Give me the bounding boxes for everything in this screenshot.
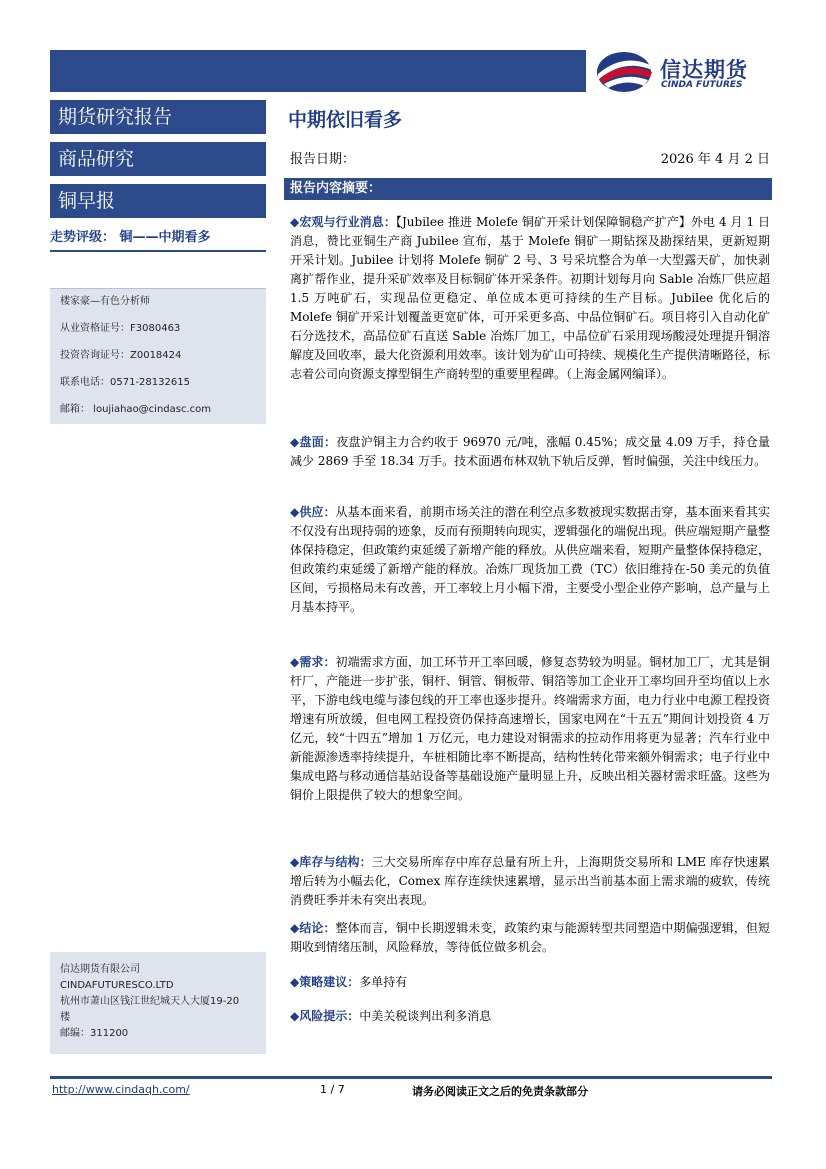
diamond-bullet-icon: ◆ — [290, 215, 300, 229]
brand-name-cn: 信达期货 — [660, 58, 748, 82]
analyst-name: 楼家豪—有色分析师 — [60, 296, 150, 307]
company-name-cn: 信达期货有限公司 — [60, 964, 140, 975]
para-inventory — [290, 853, 770, 910]
company-box — [50, 952, 266, 1054]
para-label: 风险提示： — [299, 1009, 360, 1023]
report-title: 中期依旧看多 — [288, 109, 403, 131]
para-text: 中美关税谈判出利多消息 — [359, 1009, 492, 1023]
cinda-globe-icon — [594, 48, 656, 96]
brand-name-en: CINDA FUTURES — [661, 80, 743, 90]
para-text: 整体而言，铜中长期逻辑未变，政策约束与能源转型共同塑造中期偏强逻辑，但短期收到情绪压制，风险释放，等待低位做多机会。 — [290, 921, 770, 954]
contact-phone: 联系电话：0571-28132615 — [60, 377, 190, 388]
consulting-number: 投资咨询证号：Z0018424 — [60, 350, 182, 361]
company-address-cont: 楼 — [60, 1012, 70, 1023]
tab-futures-research: 期货研究报告 — [50, 100, 266, 134]
report-date-label: 报告日期： — [290, 152, 356, 167]
para-label: 结论： — [299, 921, 336, 935]
header-bar — [50, 50, 586, 92]
para-label: 库存与结构： — [299, 855, 372, 869]
disclaimer-note: 请务必阅读正文之后的免责条款部分 — [412, 1085, 588, 1098]
para-strategy — [290, 973, 770, 992]
company-postcode: 邮编：311200 — [60, 1028, 129, 1039]
trend-rating: 走势评级： 铜——中期看多 — [50, 228, 266, 252]
report-date-value: 2026 年 4 月 2 日 — [660, 152, 770, 167]
diamond-bullet-icon: ◆ — [290, 505, 300, 519]
para-market — [290, 433, 770, 471]
para-text: 【Jubilee 推进 Molefe 铜矿开采计划保障铜稳产扩产】外电 4 月 1 日消息，赞比亚铜生产商 Jubilee 宣布，基于 Molefe 铜矿一期钻探及勘探结果，更新短期开采计划。Jubilee 计划将 Molefe 铜矿 2 号、3 号采坑整合为单一大型露天矿，加快剥离扩帮作业，提升采矿效率及目标铜矿体开采条件。初期计划每月向 Sable 冶炼厂供应超 1.5 万吨矿石，实现品位更稳定、单位成本更可持续的生产目标。Jubilee 优化后的 Molefe 铜矿开采计划覆盖更宽矿体，可开采更多高、中品位铜矿石。项目将引入自动化矿石分选技术，高品位矿石直送 Sable 冶炼厂加工，中品位矿石采用现场酸浸处理提升铜溶解度及回收率，最大化资源利用效率。该计划为矿山可持续、规模化生产提供清晰路径，标志着公司向资源支撑型铜生产商转型的重要里程碑。（上海金属网编译）。 — [290, 215, 771, 381]
para-text: 初端需求方面，加工环节开工率回暖，修复态势较为明显。铜材加工厂，尤其是铜杆厂，产能进一步扩张，铜杆、铜管、铜板带、铜箔等加工企业开工率均回升至均值以上水平，下游电线电缆与漆包线的开工率也逐步提升。终端需求方面，电力行业中电源工程投资增速有所放缓，但电网工程投资仍保持高速增长，国家电网在“十五五”期间计划投资 4 万亿元，较“十四五”增加 1 万亿元，电力建设对铜需求的拉动作用将更为显著；汽车行业中新能源渗透率持续提升，车桩相随比率不断提高，结构性转化带来额外铜需求；电子行业中集成电路与移动通信基站设备等基础设施产量明显上升，反映出相关器材需求旺盛。这些为铜价上限提供了较大的想象空间。 — [290, 655, 771, 802]
company-address: 杭州市萧山区钱江世纪城天人大厦19-20 — [60, 996, 240, 1007]
summary-heading: 报告内容摘要： — [284, 178, 772, 200]
diamond-bullet-icon: ◆ — [290, 1009, 300, 1023]
diamond-bullet-icon: ◆ — [290, 921, 300, 935]
para-text: 从基本面来看，前期市场关注的潜在利空点多数被现实数据击穿，基本面来看其实不仅没有出现持弱的迹象，反而有预期转向现实，逻辑强化的端倪出现。供应端短期产量整体保持稳定，但政策约束延缓了新增产能的释放。从供应端来看，短期产量整体保持稳定，但政策约束延缓了新增产能的释放。冶炼厂现货加工费（TC）依旧维持在-50 美元的负值区间，亏损格局未有改善，开工率较上月小幅下滑，主要受小型企业停产影响，总产量与上月基本持平。 — [290, 505, 771, 614]
footer-divider — [50, 1076, 772, 1079]
tab-copper-morning: 铜早报 — [50, 184, 266, 218]
para-label: 供应： — [299, 505, 336, 519]
para-text: 三大交易所库存中库存总量有所上升，上海期货交易所和 LME 库存快速累增后转为小幅去化，Comex 库存连续快速累增，显示出当前基本面上需求端的疲软，传统消费旺季并未有突出表现。 — [290, 855, 770, 907]
para-label: 需求： — [299, 655, 336, 669]
diamond-bullet-icon: ◆ — [290, 655, 300, 669]
qualification-number: 从业资格证号：F3080463 — [60, 323, 181, 334]
contact-email: 邮箱： loujiahao@cindasc.com — [60, 404, 212, 415]
para-conclusion — [290, 919, 770, 957]
para-macro — [290, 213, 770, 384]
sidebar — [50, 100, 266, 1054]
para-label: 策略建议： — [299, 975, 360, 989]
para-label: 宏观与行业消息： — [299, 215, 396, 229]
brand-logo — [594, 48, 784, 96]
para-demand — [290, 653, 770, 805]
analyst-box — [50, 288, 266, 424]
para-label: 盘面： — [299, 435, 337, 449]
para-text: 夜盘沪铜主力合约收于 96970 元/吨，涨幅 0.45%；成交量 4.09 万手，持仓量减少 2869 手至 18.34 万手。技术面遇布林双轨下轨后反弹，暂时偏强，关注中线压力。 — [290, 435, 770, 468]
report-date — [290, 148, 770, 167]
diamond-bullet-icon: ◆ — [290, 855, 300, 869]
diamond-bullet-icon: ◆ — [290, 975, 300, 989]
para-text: 多单持有 — [359, 975, 408, 989]
diamond-bullet-icon: ◆ — [290, 435, 300, 449]
para-supply — [290, 503, 770, 617]
company-name-en: CINDAFUTURESCO.LTD — [60, 980, 174, 991]
website-link[interactable]: http://www.cindaqh.com/ — [52, 1083, 190, 1096]
tab-commodity-research: 商品研究 — [50, 142, 266, 176]
para-risk — [290, 1007, 770, 1026]
page-number: 1 / 7 — [320, 1083, 345, 1096]
